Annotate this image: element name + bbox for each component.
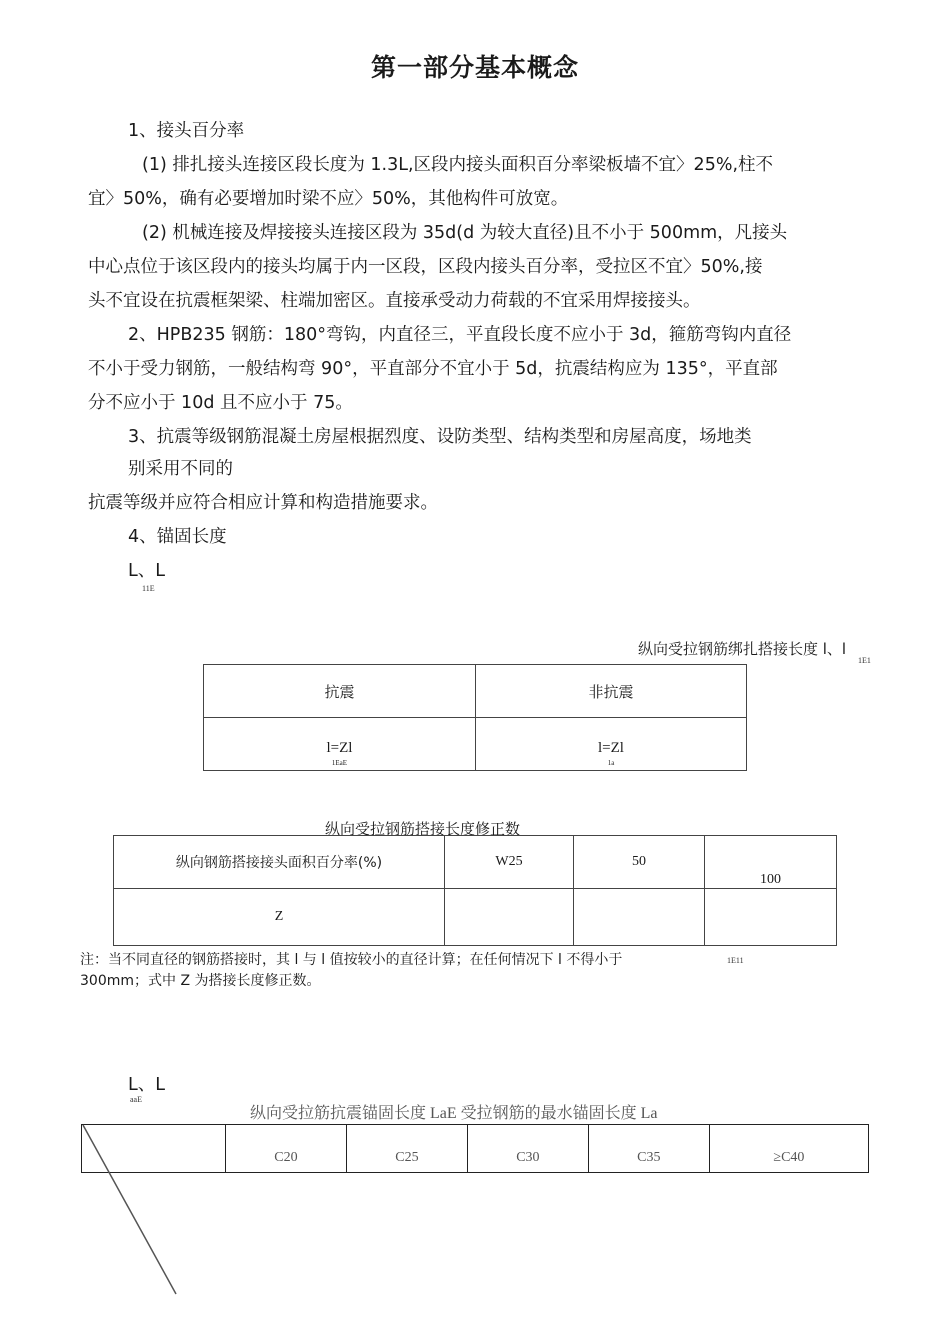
cell-non-seismic-formula: l=Zl 1a xyxy=(476,718,747,771)
header-c25: C25 xyxy=(346,1125,467,1173)
para-2-line-3: 头不宜设在抗震框架梁、柱端加密区。直接承受动力荷载的不宜采用焊接接头。 xyxy=(88,291,701,311)
header-c20: C20 xyxy=(226,1125,347,1173)
para-2-line-2: 中心点位于该区段内的接头均属于内一区段，区段内接头百分率，受拉区不宜〉50%,接 xyxy=(88,257,763,277)
table-1-caption-subscript: 1E1 xyxy=(858,656,871,665)
table-3-caption: 纵向受拉筋抗震锚固长度 LaE 受拉钢筋的最水锚固长度 La xyxy=(250,1105,658,1122)
page-title: 第一部分基本概念 xyxy=(370,53,579,82)
note-subscript: 1E11 xyxy=(727,956,744,965)
section-4-heading: 4、锚固长度 xyxy=(128,527,227,547)
section-2-line-3: 分不应小于 10d 且不应小于 75。 xyxy=(88,393,353,413)
note-line-1: 注：当不同直径的钢筋搭接时，其 l 与 l 值按较小的直径计算；在任何情况下 l 不得小于 xyxy=(80,952,623,968)
header-w25: W25 xyxy=(445,836,574,889)
section-3-line-2: 别采用不同的 xyxy=(128,459,233,479)
header-100: 100 xyxy=(705,836,837,889)
header-splice-percentage: 纵向钢筋搭接接头面积百分率(%) xyxy=(114,836,445,889)
header-seismic: 抗震 xyxy=(204,665,476,718)
para-1-line-1: (1) 排扎接头连接区段长度为 1.3L,区段内接头面积百分率梁板墙不宜〉25%,柱不 xyxy=(142,155,774,175)
section-2-line-2: 不小于受力钢筋，一般结构弯 90°，平直部分不宜小于 5d，抗震结构应为 135°，平直部 xyxy=(88,359,778,379)
section-1-heading: 1、接头百分率 xyxy=(128,121,245,141)
table-2-caption: 纵向受拉钢筋搭接长度修正数 xyxy=(325,820,521,838)
ll-label: L、L xyxy=(128,561,165,581)
note-line-2: 300mm；式中 Z 为搭接长度修正数。 xyxy=(80,973,321,989)
cell-seismic-formula: l=Zl 1EaE xyxy=(204,718,476,771)
table-1-caption: 纵向受拉钢筋绑扎搭接长度 l、l xyxy=(638,640,847,658)
section-3-line-1: 3、抗震等级钢筋混凝土房屋根据烈度、设防类型、结构类型和房屋高度，场地类 xyxy=(128,427,752,447)
header-non-seismic: 非抗震 xyxy=(476,665,747,718)
header-50: 50 xyxy=(574,836,705,889)
lla-subscript: aaE xyxy=(130,1095,142,1104)
para-1-line-2: 宜〉50%，确有必要增加时梁不应〉50%，其他构件可放宽。 xyxy=(88,189,569,209)
ll-subscript: 11E xyxy=(142,584,155,593)
row-z-label: Z xyxy=(114,889,445,946)
para-2-line-1: (2) 机械连接及焊接接头连接区段为 35d(d 为较大直径)且不小于 500mm，凡接头 xyxy=(142,223,788,243)
lla-label: L、L xyxy=(128,1075,165,1095)
header-c40: ≥C40 xyxy=(709,1125,868,1173)
section-3-line-3: 抗震等级并应符合相应计算和构造措施要求。 xyxy=(88,493,438,513)
header-c30: C30 xyxy=(467,1125,588,1173)
header-c35: C35 xyxy=(588,1125,709,1173)
section-2-line-1: 2、HPB235 钢筋：180°弯钩，内直径三，平直段长度不应小于 3d，箍筋弯钩内直径 xyxy=(128,325,792,345)
